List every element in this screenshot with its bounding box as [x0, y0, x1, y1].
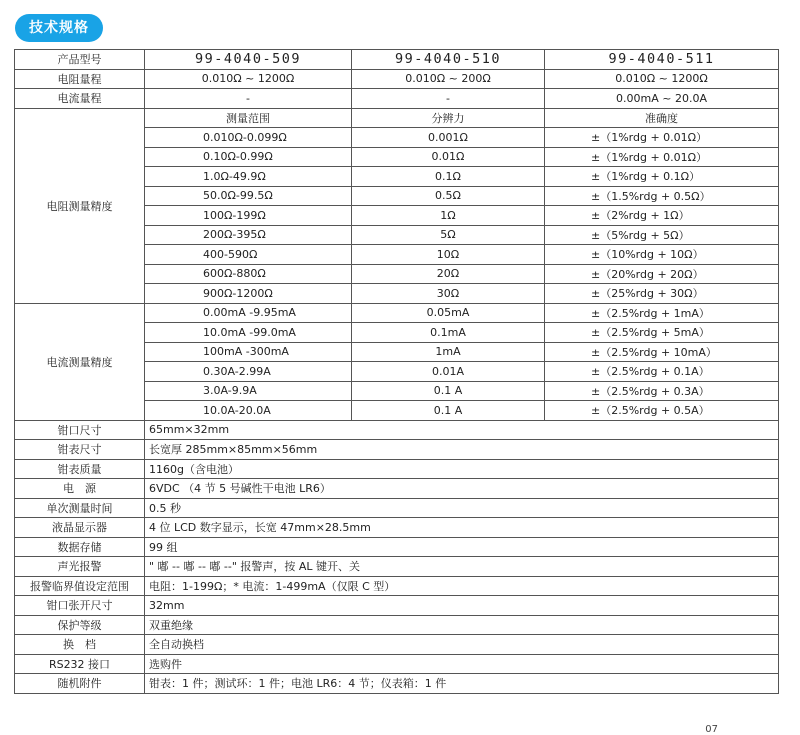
spec-row	[15, 479, 779, 499]
resolution-cell: 10Ω	[352, 245, 545, 265]
accuracy-cell: ±（2.5%rdg + 10mA）	[545, 342, 779, 362]
range-cell: 400-590Ω	[145, 245, 352, 265]
resolution-cell: 5Ω	[352, 225, 545, 245]
spec-label: 报警临界值设定范围	[15, 576, 145, 596]
spec-value: 双重绝缘	[145, 615, 779, 635]
spec-label: 液晶显示器	[15, 518, 145, 538]
spec-value: 全自动换档	[145, 635, 779, 655]
spec-value: 6VDC （4 节 5 号碱性干电池 LR6）	[145, 479, 779, 499]
resistance-range-3: 0.010Ω ~ 1200Ω	[545, 69, 779, 89]
spec-label: 数据存储	[15, 537, 145, 557]
range-cell: 900Ω-1200Ω	[145, 284, 352, 304]
spec-row	[15, 615, 779, 635]
spec-value: 钳表：1 件；测试环：1 件；电池 LR6：4 节；仪表箱：1 件	[145, 674, 779, 694]
label-resistance-accuracy: 电阻测量精度	[15, 108, 145, 303]
spec-label: 保护等级	[15, 615, 145, 635]
accuracy-cell: ±（2.5%rdg + 0.5A）	[545, 401, 779, 421]
accuracy-cell: ±（2.5%rdg + 5mA）	[545, 323, 779, 343]
spec-row	[15, 440, 779, 460]
row-resistance-header	[15, 108, 779, 128]
resolution-cell: 0.1 A	[352, 401, 545, 421]
spec-label: RS232 接口	[15, 654, 145, 674]
spec-value: 0.5 秒	[145, 498, 779, 518]
resolution-cell: 0.1Ω	[352, 167, 545, 187]
current-range-2: -	[352, 89, 545, 109]
header-resolution: 分辨力	[352, 108, 545, 128]
spec-label: 电 源	[15, 479, 145, 499]
spec-label: 换 档	[15, 635, 145, 655]
current-range-3: 0.00mA ~ 20.0A	[545, 89, 779, 109]
range-cell: 0.30A-2.99A	[145, 362, 352, 382]
accuracy-cell: ±（20%rdg + 20Ω）	[545, 264, 779, 284]
spec-row	[15, 537, 779, 557]
accuracy-cell: ±（1.5%rdg + 0.5Ω）	[545, 186, 779, 206]
row-current-range	[15, 89, 779, 109]
resolution-cell: 0.001Ω	[352, 128, 545, 148]
spec-row	[15, 635, 779, 655]
header-accuracy: 准确度	[545, 108, 779, 128]
accuracy-cell: ±（5%rdg + 5Ω）	[545, 225, 779, 245]
range-cell: 0.00mA -9.95mA	[145, 303, 352, 323]
resolution-cell: 0.5Ω	[352, 186, 545, 206]
current-range-1: -	[145, 89, 352, 109]
label-model: 产品型号	[15, 50, 145, 70]
resistance-range-1: 0.010Ω ~ 1200Ω	[145, 69, 352, 89]
accuracy-cell: ±（25%rdg + 30Ω）	[545, 284, 779, 304]
range-cell: 0.010Ω-0.099Ω	[145, 128, 352, 148]
spec-value: 选购件	[145, 654, 779, 674]
spec-label: 钳表尺寸	[15, 440, 145, 460]
accuracy-cell: ±（2.5%rdg + 0.3A）	[545, 381, 779, 401]
spec-value: 65mm×32mm	[145, 420, 779, 440]
accuracy-cell: ±（2.5%rdg + 0.1A）	[545, 362, 779, 382]
range-cell: 3.0A-9.9A	[145, 381, 352, 401]
spec-row	[15, 420, 779, 440]
spec-row	[15, 518, 779, 538]
spec-row	[15, 557, 779, 577]
range-cell: 0.10Ω-0.99Ω	[145, 147, 352, 167]
spec-label: 单次测量时间	[15, 498, 145, 518]
resistance-range-2: 0.010Ω ~ 200Ω	[352, 69, 545, 89]
header-measure-range: 测量范围	[145, 108, 352, 128]
resolution-cell: 0.01A	[352, 362, 545, 382]
spec-label: 声光报警	[15, 557, 145, 577]
resolution-cell: 0.1mA	[352, 323, 545, 343]
model-2: 99-4040-510	[352, 50, 545, 70]
spec-value: 长宽厚 285mm×85mm×56mm	[145, 440, 779, 460]
spec-row	[15, 576, 779, 596]
page-number: 07	[705, 724, 718, 735]
spec-value: 32mm	[145, 596, 779, 616]
accuracy-cell: ±（1%rdg + 0.01Ω）	[545, 147, 779, 167]
model-3: 99-4040-511	[545, 50, 779, 70]
resolution-cell: 1mA	[352, 342, 545, 362]
spec-row	[15, 674, 779, 694]
spec-value: 电阻：1-199Ω；* 电流：1-499mA（仅限 C 型）	[145, 576, 779, 596]
accuracy-cell: ±（10%rdg + 10Ω）	[545, 245, 779, 265]
range-cell: 100Ω-199Ω	[145, 206, 352, 226]
spec-label: 钳口尺寸	[15, 420, 145, 440]
range-cell: 100mA -300mA	[145, 342, 352, 362]
spec-value: 1160g（含电池）	[145, 459, 779, 479]
model-1: 99-4040-509	[145, 50, 352, 70]
spec-row	[15, 459, 779, 479]
range-cell: 1.0Ω-49.9Ω	[145, 167, 352, 187]
resolution-cell: 30Ω	[352, 284, 545, 304]
spec-value: 4 位 LCD 数字显示，长宽 47mm×28.5mm	[145, 518, 779, 538]
accuracy-cell: ±（2%rdg + 1Ω）	[545, 206, 779, 226]
accuracy-cell: ±（1%rdg + 0.1Ω）	[545, 167, 779, 187]
range-cell: 10.0mA -99.0mA	[145, 323, 352, 343]
row-resistance-range	[15, 69, 779, 89]
resolution-cell: 0.05mA	[352, 303, 545, 323]
row-model	[15, 50, 779, 70]
spec-label: 钳口张开尺寸	[15, 596, 145, 616]
resolution-cell: 20Ω	[352, 264, 545, 284]
spec-value: 99 组	[145, 537, 779, 557]
accuracy-cell: ±（2.5%rdg + 1mA）	[545, 303, 779, 323]
accuracy-cell: ±（1%rdg + 0.01Ω）	[545, 128, 779, 148]
label-resistance-range: 电阻量程	[15, 69, 145, 89]
spec-label: 钳表质量	[15, 459, 145, 479]
range-cell: 10.0A-20.0A	[145, 401, 352, 421]
section-tag: 技术规格	[15, 14, 103, 42]
label-current-accuracy: 电流测量精度	[15, 303, 145, 420]
spec-value: " 嘟 -- 嘟 -- 嘟 --" 报警声，按 AL 键开、关	[145, 557, 779, 577]
spec-row	[15, 498, 779, 518]
resolution-cell: 1Ω	[352, 206, 545, 226]
label-current-range: 电流量程	[15, 89, 145, 109]
range-cell: 200Ω-395Ω	[145, 225, 352, 245]
spec-table	[14, 49, 779, 694]
spec-label: 随机附件	[15, 674, 145, 694]
spec-row	[15, 654, 779, 674]
range-cell: 600Ω-880Ω	[145, 264, 352, 284]
range-cell: 50.0Ω-99.5Ω	[145, 186, 352, 206]
spec-row	[15, 596, 779, 616]
resolution-cell: 0.01Ω	[352, 147, 545, 167]
resolution-cell: 0.1 A	[352, 381, 545, 401]
table-row	[15, 303, 779, 323]
